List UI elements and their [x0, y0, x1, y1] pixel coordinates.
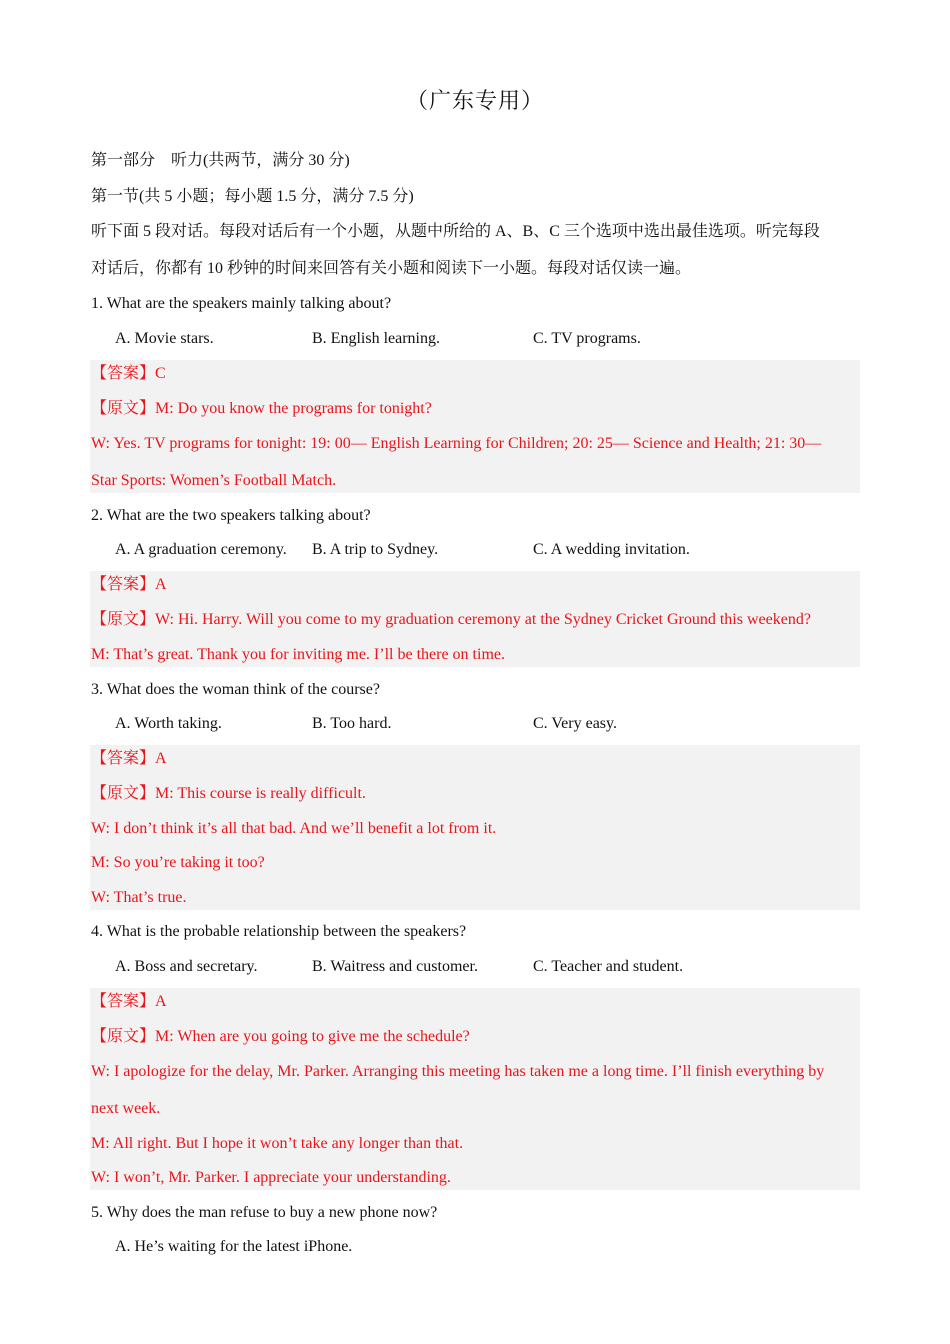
option-b: B. Waitress and customer. — [312, 958, 478, 975]
question-4-transcript-line: W: I apologize for the delay, Mr. Parker. Arranging this meeting has taken me a long time. I’ll finish everything by — [91, 1063, 825, 1080]
question-1-transcript-line: Star Sports: Women’s Football Match. — [91, 472, 337, 489]
document-title: （广东专用） — [405, 88, 544, 113]
question-3-options — [0, 713, 950, 735]
option-a: A. Worth taking. — [115, 715, 222, 732]
question-5-options — [0, 1236, 950, 1258]
option-a: A. Boss and secretary. — [115, 958, 258, 975]
question-2-transcript-line: M: That’s great. Thank you for inviting me. I’ll be there on time. — [91, 646, 505, 663]
question-4-transcript-line: M: All right. But I hope it won’t take any longer than that. — [91, 1135, 464, 1152]
instructions-line-1: 听下面 5 段对话。每段对话后有一个小题，从题中所给的 A、B、C 三个选项中选出最佳选项。听完每段 — [91, 223, 820, 240]
question-2-transcript-line: 【原文】W: Hi. Harry. Will you come to my graduation ceremony at the Sydney Cricket Ground this weekend? — [91, 611, 811, 628]
question-1-stem: 1. What are the speakers mainly talking about? — [91, 295, 392, 312]
option-a: A. Movie stars. — [115, 330, 214, 347]
option-a: A. He’s waiting for the latest iPhone. — [115, 1238, 353, 1255]
option-b: B. A trip to Sydney. — [312, 541, 439, 558]
question-2-answer: 【答案】A — [91, 576, 167, 593]
question-2-stem: 2. What are the two speakers talking about? — [91, 507, 371, 524]
question-3-transcript-line: M: So you’re taking it too? — [91, 854, 265, 871]
part-heading: 第一部分 听力(共两节，满分 30 分) — [91, 152, 350, 169]
instructions-line-2: 对话后，你都有 10 秒钟的时间来回答有关小题和阅读下一小题。每段对话仅读一遍。 — [91, 260, 692, 277]
option-c: C. Very easy. — [533, 715, 617, 732]
option-c: C. TV programs. — [533, 330, 641, 347]
question-4-transcript-line: W: I won’t, Mr. Parker. I appreciate your understanding. — [91, 1169, 451, 1186]
option-c: C. Teacher and student. — [533, 958, 684, 975]
question-4-stem: 4. What is the probable relationship between the speakers? — [91, 923, 467, 940]
section-heading: 第一节(共 5 小题；每小题 1.5 分，满分 7.5 分) — [91, 188, 414, 205]
question-4-options — [0, 956, 950, 978]
question-1-options — [0, 328, 950, 350]
question-4-transcript-line: next week. — [91, 1100, 161, 1117]
question-4-answer-box — [90, 988, 860, 1190]
option-a: A. A graduation ceremony. — [115, 541, 287, 558]
question-2-options — [0, 539, 950, 561]
question-3-transcript-line: W: That’s true. — [91, 889, 187, 906]
option-b: B. Too hard. — [312, 715, 392, 732]
question-4-answer: 【答案】A — [91, 993, 167, 1010]
question-3-answer: 【答案】A — [91, 750, 167, 767]
question-4-transcript-line: 【原文】M: When are you going to give me the schedule? — [91, 1028, 470, 1045]
question-3-transcript-line: 【原文】M: This course is really difficult. — [91, 785, 366, 802]
question-1-transcript-line: W: Yes. TV programs for tonight: 19: 00— English Learning for Children; 20: 25— Science and Health; 21: 30— — [91, 435, 822, 452]
question-3-transcript-line: W: I don’t think it’s all that bad. And we’ll benefit a lot from it. — [91, 820, 497, 837]
question-1-answer: 【答案】C — [91, 365, 166, 382]
question-1-transcript-line: 【原文】M: Do you know the programs for tonight? — [91, 400, 432, 417]
question-3-stem: 3. What does the woman think of the course? — [91, 681, 380, 698]
option-c: C. A wedding invitation. — [533, 541, 690, 558]
option-b: B. English learning. — [312, 330, 440, 347]
question-5-stem: 5. Why does the man refuse to buy a new phone now? — [91, 1204, 438, 1221]
